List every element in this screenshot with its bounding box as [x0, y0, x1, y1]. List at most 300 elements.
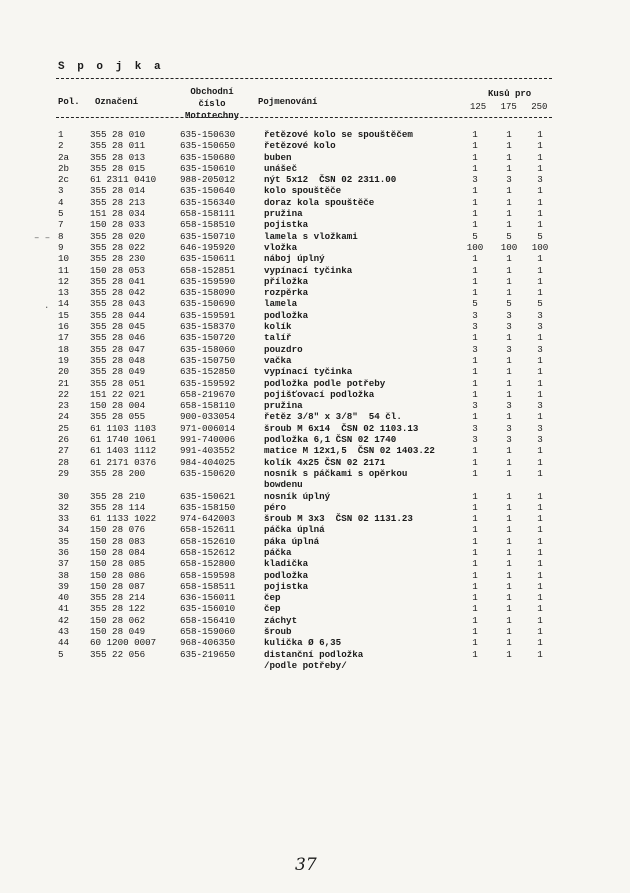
- qty-125-cell: 1: [472, 196, 478, 208]
- oznaceni-cell: 355 28 046: [90, 332, 146, 344]
- obchodni-cislo-cell: 635-158370: [180, 321, 236, 333]
- obchodni-cislo-cell: 974-642003: [180, 513, 236, 525]
- qty-250-cell: 1: [537, 332, 543, 344]
- obchodni-cislo-cell: 635-150630: [180, 129, 236, 140]
- oznaceni-cell: 355 28 114: [90, 501, 146, 513]
- obchodni-cislo-cell: 658-152851: [180, 264, 236, 276]
- pojmenovani-cell: distanční podložka /podle potřeby/: [264, 648, 364, 671]
- qty-175-cell: 1: [506, 411, 512, 423]
- pojmenovani-cell: nýt 5x12 ČSN 02 2311.00: [264, 174, 397, 186]
- table-row: [0, 185, 630, 196]
- qty-250-cell: 1: [537, 219, 543, 231]
- qty-250-cell: 1: [537, 614, 543, 626]
- pol-cell: 10: [58, 253, 70, 265]
- pol-cell: 3: [58, 185, 64, 197]
- qty-175-cell: 1: [506, 614, 512, 626]
- qty-125-cell: 1: [472, 129, 478, 140]
- qty-175-cell: 1: [506, 287, 512, 299]
- table-row: [0, 603, 630, 614]
- parts-table: [0, 129, 630, 671]
- oznaceni-cell: 150 28 004: [90, 400, 146, 412]
- pojmenovani-cell: náboj úplný: [264, 253, 325, 265]
- pol-cell: 34: [58, 524, 70, 536]
- qty-175-cell: 1: [506, 569, 512, 581]
- pol-cell: 13: [58, 287, 70, 299]
- oznaceni-cell: 355 28 213: [90, 196, 146, 208]
- pol-cell: 11: [58, 264, 70, 276]
- qty-250-cell: 3: [537, 422, 543, 434]
- qty-175-cell: 1: [506, 580, 512, 592]
- oznaceni-cell: 355 28 051: [90, 377, 146, 389]
- pojmenovani-cell: kolík: [264, 321, 292, 333]
- table-row: [0, 129, 630, 140]
- qty-125-cell: 3: [472, 309, 478, 321]
- pojmenovani-cell: kladička: [264, 558, 309, 570]
- header-sizes: 125 175 250: [470, 102, 548, 112]
- obchodni-cislo-cell: 658-158111: [180, 208, 236, 220]
- oznaceni-cell: 355 28 013: [90, 151, 146, 163]
- qty-175-cell: 1: [506, 354, 512, 366]
- qty-175-cell: 1: [506, 388, 512, 400]
- oznaceni-cell: 355 28 210: [90, 490, 146, 502]
- qty-125-cell: 1: [472, 354, 478, 366]
- qty-250-cell: 1: [537, 377, 543, 389]
- qty-175-cell: 1: [506, 264, 512, 276]
- pojmenovani-cell: podložka 6,1 ČSN 02 1740: [264, 434, 397, 446]
- pojmenovani-cell: páka úplná: [264, 535, 320, 547]
- pojmenovani-cell: doraz kola spouštěče: [264, 196, 375, 208]
- oznaceni-cell: 150 28 086: [90, 569, 146, 581]
- table-row: [0, 276, 630, 287]
- obchodni-cislo-cell: 658-158511: [180, 580, 236, 592]
- oznaceni-cell: 150 28 062: [90, 614, 146, 626]
- obchodni-cislo-cell: 635-158060: [180, 343, 236, 355]
- qty-125-cell: 1: [472, 626, 478, 638]
- obchodni-cislo-cell: 635-150690: [180, 298, 236, 310]
- qty-125-cell: 1: [472, 253, 478, 265]
- qty-175-cell: 1: [506, 467, 512, 479]
- pol-cell: 20: [58, 366, 70, 378]
- table-row: [0, 287, 630, 298]
- pol-cell: 2c: [58, 174, 70, 186]
- qty-125-cell: 1: [472, 366, 478, 378]
- qty-125-cell: 1: [472, 558, 478, 570]
- pojmenovani-cell: čep: [264, 603, 281, 615]
- qty-125-cell: 1: [472, 456, 478, 468]
- pojmenovani-cell: vačka: [264, 354, 292, 366]
- qty-175-cell: 1: [506, 445, 512, 457]
- pojmenovani-cell: vypínací tyčinka: [264, 366, 353, 378]
- obchodni-cislo-cell: 635-150621: [180, 490, 236, 502]
- qty-175-cell: 1: [506, 603, 512, 615]
- pol-cell: 9: [58, 241, 64, 253]
- qty-125-cell: 1: [472, 501, 478, 513]
- table-row: [0, 536, 630, 547]
- pol-cell: 28: [58, 456, 70, 468]
- oznaceni-cell: 150 28 085: [90, 558, 146, 570]
- table-row: [0, 626, 630, 637]
- qty-125-cell: 1: [472, 445, 478, 457]
- pol-cell: 4: [58, 196, 64, 208]
- qty-125-cell: 5: [472, 230, 478, 242]
- qty-250-cell: 1: [537, 467, 543, 479]
- table-row: [0, 502, 630, 513]
- obchodni-cislo-cell: 635-150650: [180, 140, 236, 152]
- pojmenovani-cell: podložka: [264, 309, 309, 321]
- oznaceni-cell: 355 22 056: [90, 648, 146, 660]
- oznaceni-cell: 61 1403 1112: [90, 445, 157, 457]
- table-row: [0, 265, 630, 276]
- oznaceni-cell: 355 28 200: [90, 467, 146, 479]
- qty-175-cell: 1: [506, 626, 512, 638]
- pol-cell: 39: [58, 580, 70, 592]
- oznaceni-cell: 150 28 084: [90, 546, 146, 558]
- obchodni-cislo-cell: 636-156011: [180, 592, 236, 604]
- qty-125-cell: 3: [472, 174, 478, 186]
- pojmenovani-cell: lamela: [264, 298, 298, 310]
- oznaceni-cell: 355 28 049: [90, 366, 146, 378]
- pojmenovani-cell: unášeč: [264, 162, 298, 174]
- pojmenovani-cell: pružina: [264, 208, 303, 220]
- obchodni-cislo-cell: 658-152800: [180, 558, 236, 570]
- pol-cell: 40: [58, 592, 70, 604]
- qty-175-cell: 1: [506, 253, 512, 265]
- qty-175-cell: 1: [506, 490, 512, 502]
- pol-cell: 36: [58, 546, 70, 558]
- oznaceni-cell: 150 28 083: [90, 535, 146, 547]
- obchodni-cislo-cell: 658-158110: [180, 400, 236, 412]
- qty-125-cell: 1: [472, 546, 478, 558]
- oznaceni-cell: 355 28 015: [90, 162, 146, 174]
- qty-175-cell: 3: [506, 174, 512, 186]
- pojmenovani-cell: řetěz 3/8" x 3/8" 54 čl.: [264, 411, 402, 423]
- pol-cell: 19: [58, 354, 70, 366]
- qty-175-cell: 3: [506, 321, 512, 333]
- oznaceni-cell: 355 28 010: [90, 129, 146, 140]
- pol-cell: 27: [58, 445, 70, 457]
- header-pojmenovani: Pojmenování: [258, 97, 318, 107]
- table-row: [0, 344, 630, 355]
- qty-175-cell: 1: [506, 196, 512, 208]
- pojmenovani-cell: vypínací tyčinka: [264, 264, 353, 276]
- qty-125-cell: 1: [472, 592, 478, 604]
- qty-250-cell: 1: [537, 287, 543, 299]
- oznaceni-cell: 355 28 043: [90, 298, 146, 310]
- qty-125-cell: 1: [472, 411, 478, 423]
- pol-cell: 12: [58, 275, 70, 287]
- qty-125-cell: 1: [472, 490, 478, 502]
- qty-250-cell: 1: [537, 185, 543, 197]
- qty-175-cell: 1: [506, 208, 512, 220]
- pol-cell: 24: [58, 411, 70, 423]
- pojmenovani-cell: matice M 12x1,5 ČSN 02 1403.22: [264, 445, 435, 457]
- qty-175-cell: 5: [506, 298, 512, 310]
- pojmenovani-cell: pouzdro: [264, 343, 303, 355]
- qty-250-cell: 1: [537, 366, 543, 378]
- oznaceni-cell: 355 28 122: [90, 603, 146, 615]
- qty-175-cell: 5: [506, 230, 512, 242]
- qty-250-cell: 1: [537, 603, 543, 615]
- oznaceni-cell: 60 1200 0007: [90, 637, 157, 649]
- oznaceni-cell: 61 1740 1061: [90, 434, 157, 446]
- pol-cell: 44: [58, 637, 70, 649]
- pojmenovani-cell: nosník s páčkami s opěrkou bowdenu: [264, 467, 408, 491]
- obchodni-cislo-cell: 900-033054: [180, 411, 236, 423]
- table-row: [0, 615, 630, 626]
- oznaceni-cell: 151 28 034: [90, 208, 146, 220]
- qty-250-cell: 3: [537, 400, 543, 412]
- qty-250-cell: 1: [537, 592, 543, 604]
- qty-125-cell: 1: [472, 208, 478, 220]
- table-row: [0, 298, 630, 309]
- table-row: [0, 637, 630, 648]
- pojmenovani-cell: vložka: [264, 241, 298, 253]
- obchodni-cislo-cell: 658-152610: [180, 535, 236, 547]
- oznaceni-cell: 61 1133 1022: [90, 513, 157, 525]
- table-row: [0, 558, 630, 569]
- table-row: [0, 400, 630, 411]
- pojmenovani-cell: čep: [264, 592, 281, 604]
- qty-250-cell: 1: [537, 637, 543, 649]
- qty-175-cell: 1: [506, 513, 512, 525]
- header-obchodni-line2: Mototechny: [184, 111, 239, 121]
- oznaceni-cell: 355 28 022: [90, 241, 146, 253]
- table-row: [0, 152, 630, 163]
- qty-250-cell: 1: [537, 490, 543, 502]
- pojmenovani-cell: kolík 4x25 ČSN 02 2171: [264, 456, 386, 468]
- obchodni-cislo-cell: 635-159592: [180, 377, 236, 389]
- qty-175-cell: 1: [506, 377, 512, 389]
- table-row: [0, 163, 630, 174]
- table-row: [0, 366, 630, 377]
- qty-175-cell: 3: [506, 400, 512, 412]
- obchodni-cislo-cell: 658-158510: [180, 219, 236, 231]
- qty-175-cell: 1: [506, 648, 512, 660]
- qty-250-cell: 1: [537, 140, 543, 152]
- obchodni-cislo-cell: 658-156410: [180, 614, 236, 626]
- oznaceni-cell: 355 28 041: [90, 275, 146, 287]
- qty-175-cell: 1: [506, 456, 512, 468]
- pojmenovani-cell: rozpěrka: [264, 287, 309, 299]
- qty-125-cell: 3: [472, 422, 478, 434]
- qty-250-cell: 1: [537, 445, 543, 457]
- margin-dot-mark: ·: [44, 303, 50, 313]
- qty-175-cell: 1: [506, 592, 512, 604]
- qty-125-cell: 1: [472, 535, 478, 547]
- oznaceni-cell: 61 2311 0410: [90, 174, 157, 186]
- qty-250-cell: 1: [537, 535, 543, 547]
- table-row: [0, 219, 630, 230]
- pojmenovani-cell: podložka: [264, 569, 309, 581]
- obchodni-cislo-cell: 635-152850: [180, 366, 236, 378]
- oznaceni-cell: 355 28 011: [90, 140, 146, 152]
- qty-175-cell: 1: [506, 140, 512, 152]
- qty-175-cell: 3: [506, 309, 512, 321]
- obchodni-cislo-cell: 991-740006: [180, 434, 236, 446]
- pol-cell: 2: [58, 140, 64, 152]
- qty-250-cell: 1: [537, 558, 543, 570]
- pol-cell: 38: [58, 569, 70, 581]
- qty-250-cell: 1: [537, 456, 543, 468]
- table-row: [0, 253, 630, 264]
- pol-cell: 1: [58, 129, 64, 140]
- pojmenovani-cell: pojistka: [264, 219, 309, 231]
- pojmenovani-cell: péro: [264, 501, 287, 513]
- qty-125-cell: 1: [472, 467, 478, 479]
- obchodni-cislo-cell: 968-406350: [180, 637, 236, 649]
- qty-125-cell: 100: [466, 241, 484, 253]
- qty-125-cell: 1: [472, 275, 478, 287]
- qty-175-cell: 1: [506, 332, 512, 344]
- table-row: [0, 208, 630, 219]
- oznaceni-cell: 355 28 048: [90, 354, 146, 366]
- qty-250-cell: 1: [537, 411, 543, 423]
- qty-250-cell: 1: [537, 648, 543, 660]
- qty-125-cell: 1: [472, 140, 478, 152]
- pojmenovani-cell: páčka: [264, 546, 292, 558]
- qty-125-cell: 1: [472, 377, 478, 389]
- qty-250-cell: 1: [537, 513, 543, 525]
- qty-175-cell: 1: [506, 546, 512, 558]
- header-kusu-pro: Kusů pro: [488, 89, 532, 99]
- pojmenovani-cell: podložka podle potřeby: [264, 377, 386, 389]
- table-row: [0, 468, 630, 491]
- qty-125-cell: 1: [472, 648, 478, 660]
- pojmenovani-cell: kulička Ø 6,35: [264, 637, 342, 649]
- obchodni-cislo-cell: 635-219650: [180, 648, 236, 660]
- pol-cell: 37: [58, 558, 70, 570]
- oznaceni-cell: 61 2171 0376: [90, 456, 157, 468]
- obchodni-cislo-cell: 658-219670: [180, 388, 236, 400]
- qty-175-cell: 1: [506, 185, 512, 197]
- obchodni-cislo-cell: 984-404025: [180, 456, 236, 468]
- table-row: [0, 445, 630, 456]
- obchodni-cislo-cell: 635-150750: [180, 354, 236, 366]
- oznaceni-cell: 61 1103 1103: [90, 422, 157, 434]
- qty-250-cell: 1: [537, 253, 543, 265]
- header-bottom-rule: [56, 117, 552, 118]
- oznaceni-cell: 355 28 014: [90, 185, 146, 197]
- table-row: [0, 242, 630, 253]
- pojmenovani-cell: buben: [264, 151, 292, 163]
- pol-cell: 23: [58, 400, 70, 412]
- oznaceni-cell: 355 28 044: [90, 309, 146, 321]
- qty-125-cell: 1: [472, 185, 478, 197]
- pol-cell: 5: [58, 648, 64, 660]
- qty-250-cell: 1: [537, 264, 543, 276]
- page-number: 37: [295, 855, 317, 875]
- page-title: S p o j k a: [58, 61, 164, 73]
- oznaceni-cell: 355 28 055: [90, 411, 146, 423]
- qty-125-cell: 1: [472, 637, 478, 649]
- obchodni-cislo-cell: 635-150640: [180, 185, 236, 197]
- qty-250-cell: 1: [537, 354, 543, 366]
- pojmenovani-cell: šroub M 3x3 ČSN 02 1131.23: [264, 513, 413, 525]
- header-oznaceni: Označení: [95, 97, 139, 107]
- table-row: [0, 581, 630, 592]
- qty-125-cell: 1: [472, 388, 478, 400]
- obchodni-cislo-cell: 658-152612: [180, 546, 236, 558]
- qty-175-cell: 1: [506, 162, 512, 174]
- obchodni-cislo-cell: 635-156010: [180, 603, 236, 615]
- qty-175-cell: 1: [506, 558, 512, 570]
- margin-dash-mark: – –: [34, 233, 51, 243]
- oznaceni-cell: 150 28 087: [90, 580, 146, 592]
- header-pol: Pol.: [58, 97, 80, 107]
- qty-250-cell: 1: [537, 162, 543, 174]
- pol-cell: 25: [58, 422, 70, 434]
- pojmenovani-cell: řetězové kolo se spouštěčem: [264, 129, 413, 140]
- table-row: [0, 491, 630, 502]
- table-row: [0, 355, 630, 366]
- table-row: [0, 197, 630, 208]
- oznaceni-cell: 355 28 020: [90, 230, 146, 242]
- qty-175-cell: 1: [506, 219, 512, 231]
- pojmenovani-cell: páčka úplná: [264, 524, 325, 536]
- pol-cell: 18: [58, 343, 70, 355]
- qty-125-cell: 1: [472, 569, 478, 581]
- pojmenovani-cell: příložka: [264, 275, 309, 287]
- table-row: [0, 434, 630, 445]
- qty-125-cell: 1: [472, 603, 478, 615]
- qty-250-cell: 1: [537, 524, 543, 536]
- table-row: [0, 570, 630, 581]
- obchodni-cislo-cell: 635-159590: [180, 275, 236, 287]
- qty-250-cell: 5: [537, 298, 543, 310]
- pol-cell: 16: [58, 321, 70, 333]
- obchodni-cislo-cell: 971-006014: [180, 422, 236, 434]
- qty-250-cell: 1: [537, 151, 543, 163]
- table-row: [0, 524, 630, 535]
- qty-125-cell: 1: [472, 513, 478, 525]
- table-row: [0, 140, 630, 151]
- pojmenovani-cell: šroub M 6x14 ČSN 02 1103.13: [264, 422, 419, 434]
- oznaceni-cell: 355 28 047: [90, 343, 146, 355]
- qty-250-cell: 1: [537, 129, 543, 140]
- pojmenovani-cell: záchyt: [264, 614, 298, 626]
- qty-125-cell: 1: [472, 151, 478, 163]
- qty-125-cell: 1: [472, 287, 478, 299]
- pol-cell: 15: [58, 309, 70, 321]
- table-row: [0, 310, 630, 321]
- pojmenovani-cell: pojistka: [264, 580, 309, 592]
- qty-250-cell: 1: [537, 580, 543, 592]
- pol-cell: 35: [58, 535, 70, 547]
- pol-cell: 41: [58, 603, 70, 615]
- qty-250-cell: 1: [537, 626, 543, 638]
- table-row: [0, 513, 630, 524]
- qty-250-cell: 1: [537, 196, 543, 208]
- qty-125-cell: 3: [472, 400, 478, 412]
- table-row: [0, 389, 630, 400]
- pol-cell: 33: [58, 513, 70, 525]
- pol-cell: 14: [58, 298, 70, 310]
- pol-cell: 26: [58, 434, 70, 446]
- table-row: [0, 457, 630, 468]
- obchodni-cislo-cell: 635-150620: [180, 467, 236, 479]
- table-row: [0, 378, 630, 389]
- oznaceni-cell: 355 28 230: [90, 253, 146, 265]
- oznaceni-cell: 355 28 214: [90, 592, 146, 604]
- pol-cell: 17: [58, 332, 70, 344]
- qty-125-cell: 3: [472, 321, 478, 333]
- qty-250-cell: 1: [537, 569, 543, 581]
- qty-125-cell: 3: [472, 434, 478, 446]
- obchodni-cislo-cell: 635-150611: [180, 253, 236, 265]
- qty-125-cell: 1: [472, 580, 478, 592]
- qty-175-cell: 1: [506, 524, 512, 536]
- qty-250-cell: 5: [537, 230, 543, 242]
